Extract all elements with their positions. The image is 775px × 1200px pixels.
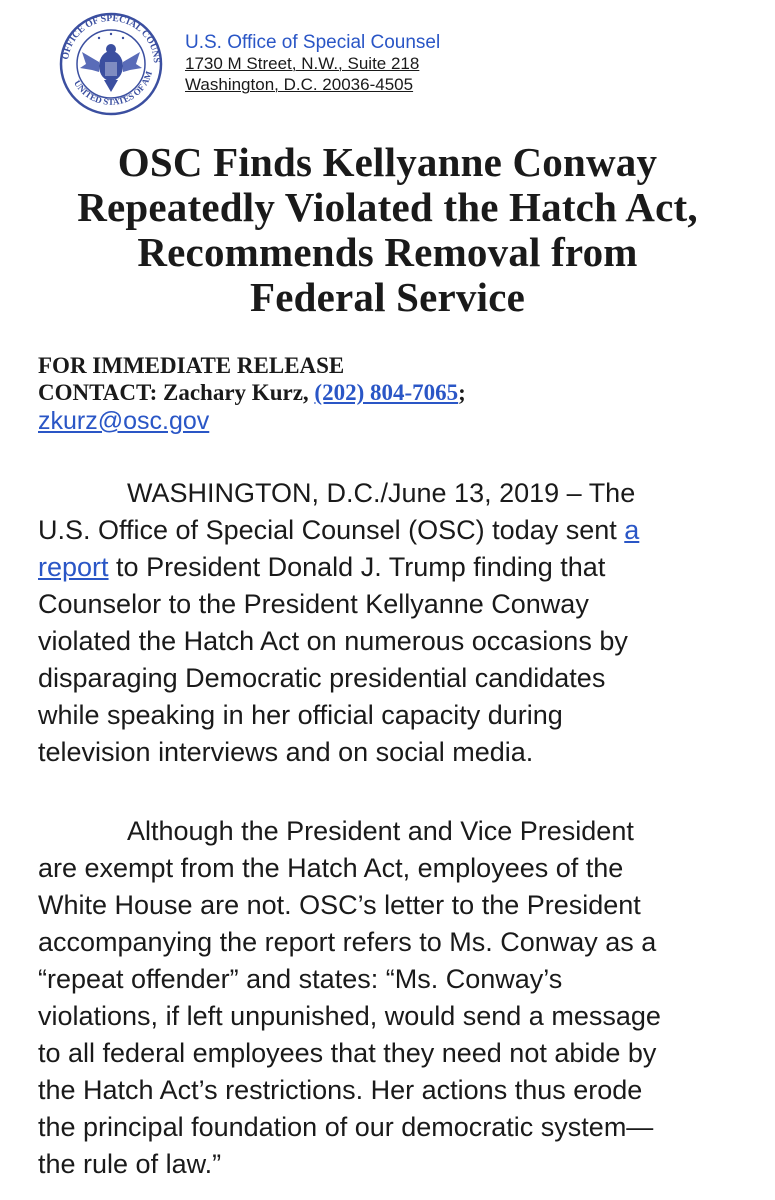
- paragraph-line: [38, 512, 758, 549]
- contact-semicolon: ;: [458, 380, 466, 405]
- paragraph-text: U.S. Office of Special Counsel (OSC) today sent: [38, 515, 625, 545]
- paragraph-line: television interviews and on social media.: [38, 737, 534, 767]
- phone-link[interactable]: (202) 804-7065: [314, 380, 459, 405]
- title-line: Repeatedly Violated the Hatch Act,: [77, 184, 698, 230]
- svg-text:OFFICE OF SPECIAL COUNSEL: OFFICE OF SPECIAL COUNS: [61, 13, 162, 64]
- paragraph-line: White House are not. OSC’s letter to the President: [38, 890, 641, 920]
- release-info: [38, 352, 768, 435]
- letterhead: [40, 4, 775, 124]
- paragraph-line: the rule of law.”: [38, 1149, 222, 1179]
- paragraph-line: Counselor to the President Kellyanne Conway: [38, 589, 589, 619]
- paragraph-line: disparaging Democratic presidential candidates: [38, 663, 606, 693]
- osc-seal-logo: [52, 12, 170, 116]
- org-block: [185, 32, 440, 95]
- report-link[interactable]: report: [38, 552, 109, 582]
- paragraph-line: the principal foundation of our democratic system—: [38, 1112, 654, 1142]
- address-line-1: 1730 M Street, N.W., Suite 218: [185, 54, 420, 73]
- seal-icon: [52, 12, 170, 116]
- paragraph-line: while speaking in her official capacity during: [38, 700, 563, 730]
- paragraph-line: [38, 549, 758, 586]
- report-link[interactable]: a: [624, 515, 640, 545]
- release-label: FOR IMMEDIATE RELEASE: [38, 353, 345, 378]
- email-link[interactable]: zkurz@osc.gov: [38, 407, 210, 435]
- paragraph-text: to President Donald J. Trump finding that: [108, 552, 606, 582]
- contact-prefix: CONTACT: Zachary Kurz,: [38, 380, 315, 405]
- paragraph-1: [38, 475, 758, 771]
- paragraph-line: accompanying the report refers to Ms. Conway as a: [38, 927, 657, 957]
- paragraph-2: [38, 813, 758, 1183]
- paragraph-line: violated the Hatch Act on numerous occasions by: [38, 626, 628, 656]
- title-line: OSC Finds Kellyanne Conway: [117, 139, 658, 185]
- paragraph-line: are exempt from the Hatch Act, employees of the: [38, 853, 624, 883]
- paragraph-line: WASHINGTON, D.C./June 13, 2019 – The: [127, 478, 636, 508]
- press-release-title: [0, 140, 775, 320]
- title-line: Federal Service: [249, 274, 526, 320]
- paragraph-line: Although the President and Vice President: [127, 816, 634, 846]
- contact-line: [38, 379, 768, 406]
- paragraph-line: violations, if left unpunished, would send a message: [38, 1001, 661, 1031]
- paragraph-line: to all federal employees that they need not abide by: [38, 1038, 657, 1068]
- title-line: Recommends Removal from: [137, 229, 638, 275]
- address-line-2: Washington, D.C. 20036-4505: [185, 75, 414, 94]
- svg-text:UNITED STATES OF AMERICA: UNITED STATES OF AM: [72, 69, 155, 107]
- org-name: U.S. Office of Special Counsel: [185, 32, 441, 53]
- paragraph-line: the Hatch Act’s restrictions. Her actions thus erode: [38, 1075, 643, 1105]
- paragraph-line: “repeat offender” and states: “Ms. Conway’s: [38, 964, 563, 994]
